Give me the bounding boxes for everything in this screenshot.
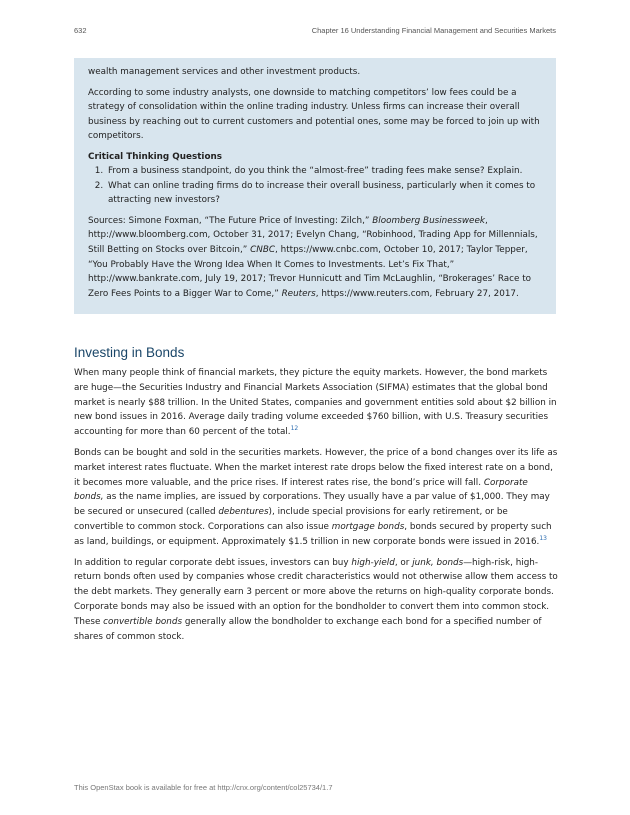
paragraph-text: generally allow the bondholder to exchange each bond for a specified number of shares of common stock. (74, 616, 542, 642)
paragraph-text: , or (394, 557, 413, 568)
sources-text: Sources: Simone Foxman, “The Future Price of Investing: Zilch,” (88, 215, 373, 226)
question-item: 1. From a business standpoint, do you think the “almost-free” trading fees make sense? Explain. (106, 164, 542, 179)
source-publication: Bloomberg Businessweek (372, 215, 485, 226)
body-paragraph (74, 446, 558, 550)
questions-list (88, 164, 542, 208)
question-item: 2. What can online trading firms do to increase their overall business, particularly when it comes to attracting new investors? (106, 179, 542, 208)
page-header (74, 26, 556, 38)
section-body (74, 366, 558, 650)
section-title: Investing in Bonds (74, 345, 185, 360)
box-paragraph: wealth management services and other investment products. (88, 67, 361, 77)
source-publication: Reuters (281, 288, 316, 299)
footnote-ref-link[interactable]: 13 (539, 534, 547, 542)
paragraph-text: as the name implies, are issued by corporations. They usually have a par value of $1,000. They may be secured or unsecured (called (74, 492, 550, 518)
term-mortgage-bonds: mortgage bonds (331, 521, 405, 532)
page-number: 632 (74, 26, 87, 35)
chapter-title: Chapter 16 Understanding Financial Management and Securities Markets (311, 26, 556, 35)
paragraph-text: —high-risk, high-return bonds often used by companies whose credit characteristics would not otherwise allow them access to the debt markets. They generally earn 3 percent or more above the returns on high-quality corporate bonds. Corporate bonds may also be issued with an option for the bondholder to convert them into common stock. These (74, 557, 558, 627)
sources-text: , https://www.cnbc.com, October 10, 2017; Taylor Tepper, “You Probably Have the Wrong Idea When It Comes to Investments. Let’s Fix That,” http://www.bankrate.com, July 19, 2017; Trevor Hunnicutt and Tim McLaughlin, “Brokerages’ Race to Zero Fees Points to a Bigger War to Come,” (88, 244, 532, 299)
box-paragraph: According to some industry analysts, one downside to matching competitors’ low fees could be a strategy of consolidation within the online trading industry. Unless firms can increase their overall business by reaching out to current customers and potential ones, some may be forced to join up with competitors. (88, 87, 540, 142)
body-paragraph (74, 556, 558, 645)
questions-heading: Critical Thinking Questions (88, 151, 222, 162)
paragraph-text: Bonds can be bought and sold in the securities markets. However, the price of a bond changes over its life as market interest rates fluctuate. When the market interest rate drops below the fixed interest rate on a bond, it becomes more valuable, and the price rises. If interest rates rise, the bond’s price will fall. (74, 447, 558, 488)
term-junk-bonds: junk, bonds (412, 557, 464, 568)
page-footer: This OpenStax book is available for free at http://cnx.org/content/col25734/1.7 (74, 783, 333, 792)
paragraph-text: ), include special provisions for early retirement, or be convertible to common stock. Corporations can also issue (74, 507, 508, 532)
paragraph-text: , bonds secured by property such as land, buildings, or equipment. Approximately $1.5 trillion in new corporate bonds were issued in 2016. (74, 521, 552, 547)
sources-paragraph (88, 214, 542, 302)
body-paragraph (74, 366, 558, 440)
term-high-yield: high-yield (351, 557, 395, 568)
term-debentures: debentures (218, 507, 269, 518)
source-publication: CNBC (250, 244, 276, 255)
footnote-ref-link[interactable]: 12 (290, 425, 299, 433)
feature-box (74, 58, 556, 314)
term-corporate-bonds: Corporate bonds, (74, 477, 528, 503)
term-convertible-bonds: convertible bonds (103, 616, 183, 627)
paragraph-text: When many people think of financial markets, they picture the equity markets. However, the bond markets are huge—the Securities Industry and Financial Markets Association (SIFMA) estimates that the global bond market is nearly $88 trillion. In the United States, companies and government entities sold about $2 billion in new bond issues in 2016. Average daily trading volume exceeded $760 billion, with U.S. Treasury securities accounting for more than 60 percent of the total. (74, 368, 557, 438)
paragraph-text: In addition to regular corporate debt issues, investors can buy (74, 557, 352, 568)
sources-text: , http://www.bloomberg.com, October 31, 2017; Evelyn Chang, “Robinhood, Trading App for Millennials, Still Betting on Stocks over Bitcoin,” (88, 215, 538, 255)
sources-text: , https://www.reuters.com, February 27, 2017. (315, 288, 519, 299)
